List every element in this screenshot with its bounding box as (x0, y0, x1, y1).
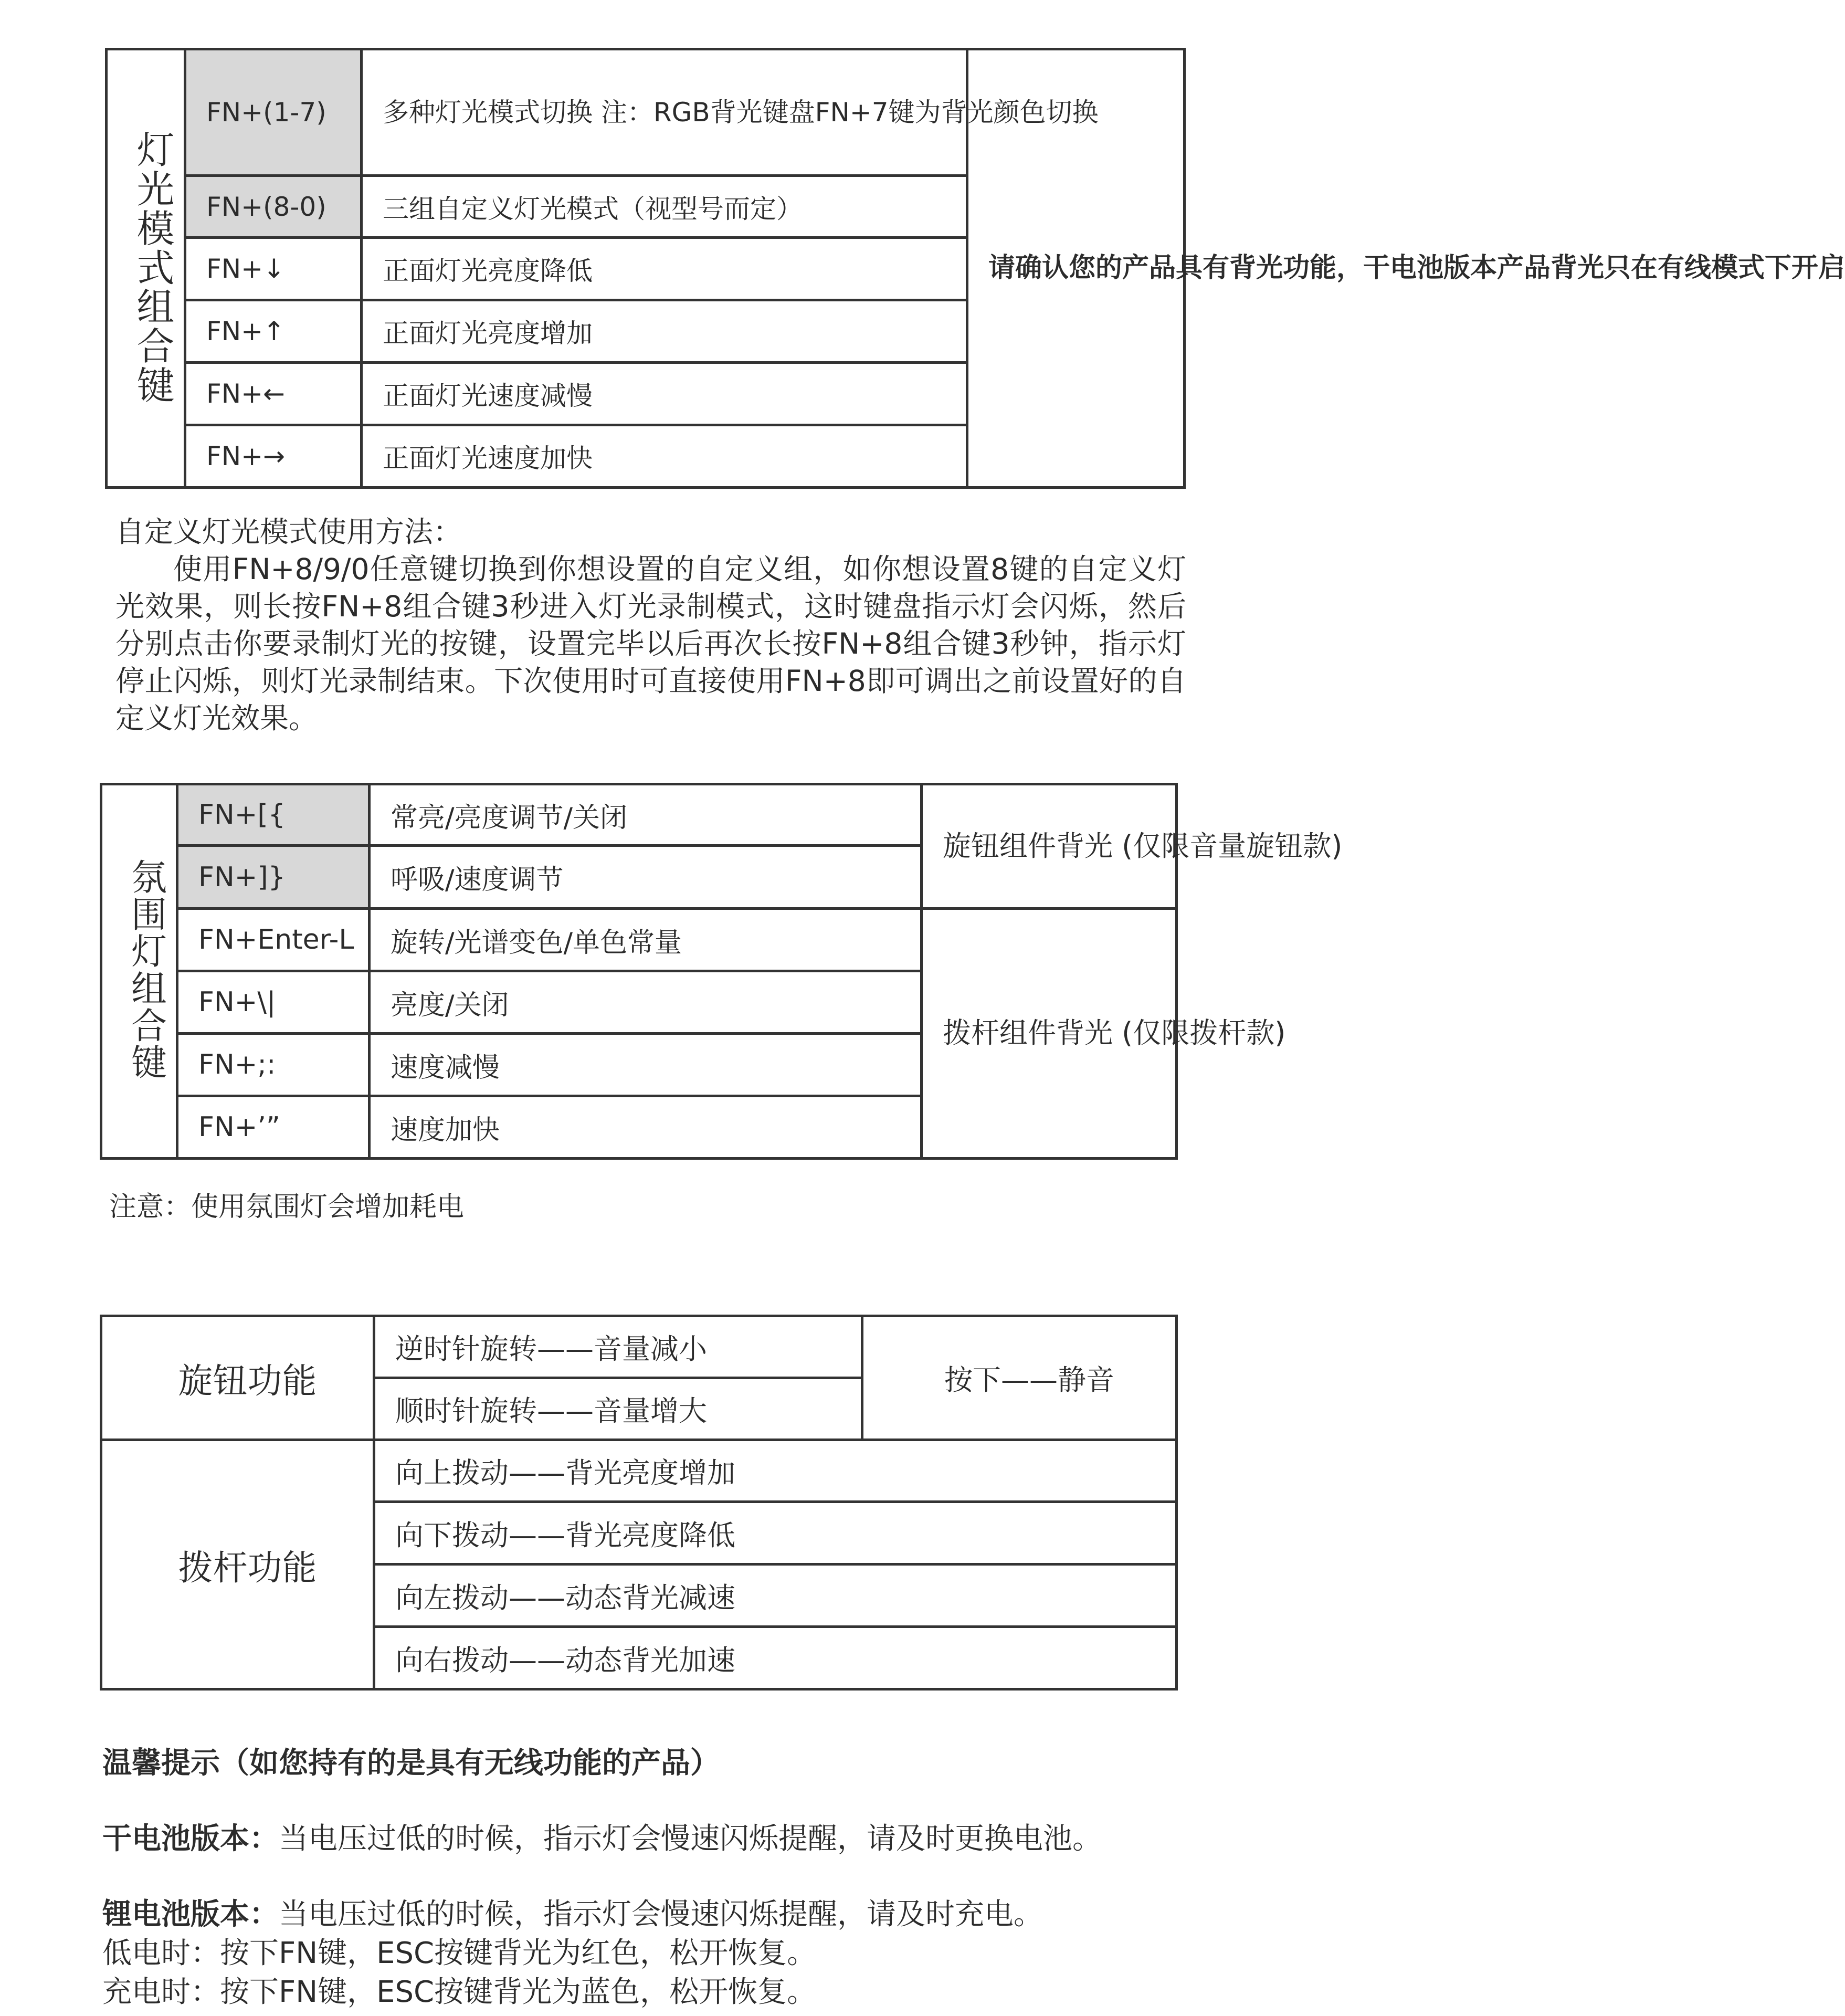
lighting-key-cell: FN+← (185, 363, 362, 425)
ambient-key-cell: FN+Enter-L (177, 909, 370, 971)
lighting-key-cell: FN+(8-0) (185, 176, 362, 238)
ambient-side-label: 氛围灯组合键 (101, 784, 177, 1159)
ambient-warning: 注意：使用氛围灯会增加耗电 (109, 1191, 465, 1223)
lithium-text: 当电压过低的时候，指示灯会慢速闪烁提醒，请及时充电。 (279, 1897, 1043, 1931)
lighting-desc-cell: 正面灯光速度加快 (362, 425, 967, 488)
ambient-key-cell: FN+[{ (177, 784, 370, 846)
backlight-note: 请确认您的产品具有背光功能，干电池版本产品背光只在有线模式下开启 (967, 49, 1185, 488)
lever-backlight-note: 拨杆组件背光 (仅限拨杆款) (922, 909, 1177, 1159)
lighting-desc-cell: 正面灯光速度减慢 (362, 363, 967, 425)
lighting-key-cell: FN+→ (185, 425, 362, 488)
custom-mode-body: 使用FN+8/9/0任意键切换到你想设置的自定义组，如你想设置8键的自定义灯光效果，则长按FN+8组合键3秒进入灯光录制模式，这时键盘指示灯会闪烁，然后分别点击你要录制灯光的按键，设置完毕以后再次长按FN+8组合键3秒钟，指示灯停止闪烁，则灯光录制结束。下次使用时可直接使用FN+8即可调出之前设置好的自定义灯光效果。 (115, 552, 1186, 735)
dry-battery-text: 当电压过低的时候，指示灯会慢速闪烁提醒，请及时更换电池。 (279, 1822, 1102, 1856)
low-power-tip: 低电时：按下FN键，ESC按键背光为红色，松开恢复。 (102, 1936, 817, 1970)
ambient-key-cell: FN+]} (177, 846, 370, 909)
lighting-key-cell: FN+↑ (185, 300, 362, 363)
lighting-desc-cell: 正面灯光亮度增加 (362, 300, 967, 363)
knob-function-label: 旋钮功能 (101, 1316, 374, 1440)
lighting-desc-cell: 正面灯光亮度降低 (362, 238, 967, 300)
lighting-key-cell: FN+↓ (185, 238, 362, 300)
dry-battery-label: 干电池版本： (102, 1822, 279, 1856)
ambient-key-cell: FN+;: (177, 1034, 370, 1096)
lever-function-row: 向上拨动——背光亮度增加 (374, 1440, 1177, 1502)
wireless-tips (102, 1744, 1257, 2012)
ambient-desc-cell: 速度减慢 (370, 1034, 922, 1096)
ambient-desc-cell: 亮度/关闭 (370, 971, 922, 1034)
ambient-desc-cell: 呼吸/速度调节 (370, 846, 922, 909)
lighting-desc-cell: 三组自定义灯光模式（视型号而定） (362, 176, 967, 238)
tips-title: 温馨提示（如您持有的是具有无线功能的产品） (102, 1746, 720, 1780)
knob-function-row: 逆时针旋转——音量减小 (374, 1316, 862, 1378)
lighting-desc-cell: 多种灯光模式切换 注：RGB背光键盘FN+7键为背光颜色切换 (362, 49, 967, 176)
lighting-key-cell: FN+(1-7) (185, 49, 362, 176)
charging-tip: 充电时：按下FN键，ESC按键背光为蓝色，松开恢复。 (102, 1975, 817, 2009)
ambient-desc-cell: 旋转/光谱变色/单色常量 (370, 909, 922, 971)
ambient-light-table (100, 783, 1343, 1160)
ambient-key-cell: FN+’” (177, 1096, 370, 1159)
knob-function-row: 顺时针旋转——音量增大 (374, 1378, 862, 1440)
ambient-desc-cell: 常亮/亮度调节/关闭 (370, 784, 922, 846)
lever-function-row: 向下拨动——背光亮度降低 (374, 1502, 1177, 1564)
dry-battery-tip (102, 1820, 1257, 1858)
lever-function-row: 向左拨动——动态背光减速 (374, 1564, 1177, 1627)
ambient-key-cell: FN+\| (177, 971, 370, 1034)
lithium-label: 锂电池版本： (102, 1897, 279, 1931)
lithium-battery-tip (102, 1895, 1257, 1934)
lighting-side-label: 灯光模式组合键 (107, 49, 185, 488)
custom-mode-title: 自定义灯光模式使用方法： (115, 515, 462, 549)
lighting-mode-table (105, 48, 1845, 489)
knob-backlight-note: 旋钮组件背光 (仅限音量旋钮款) (922, 784, 1177, 909)
lever-function-row: 向右拨动——动态背光加速 (374, 1627, 1177, 1689)
ambient-desc-cell: 速度加快 (370, 1096, 922, 1159)
custom-mode-instructions (115, 513, 1186, 737)
knob-press-function: 按下——静音 (862, 1316, 1177, 1440)
function-table (100, 1315, 1178, 1690)
lever-function-label: 拨杆功能 (101, 1440, 374, 1689)
